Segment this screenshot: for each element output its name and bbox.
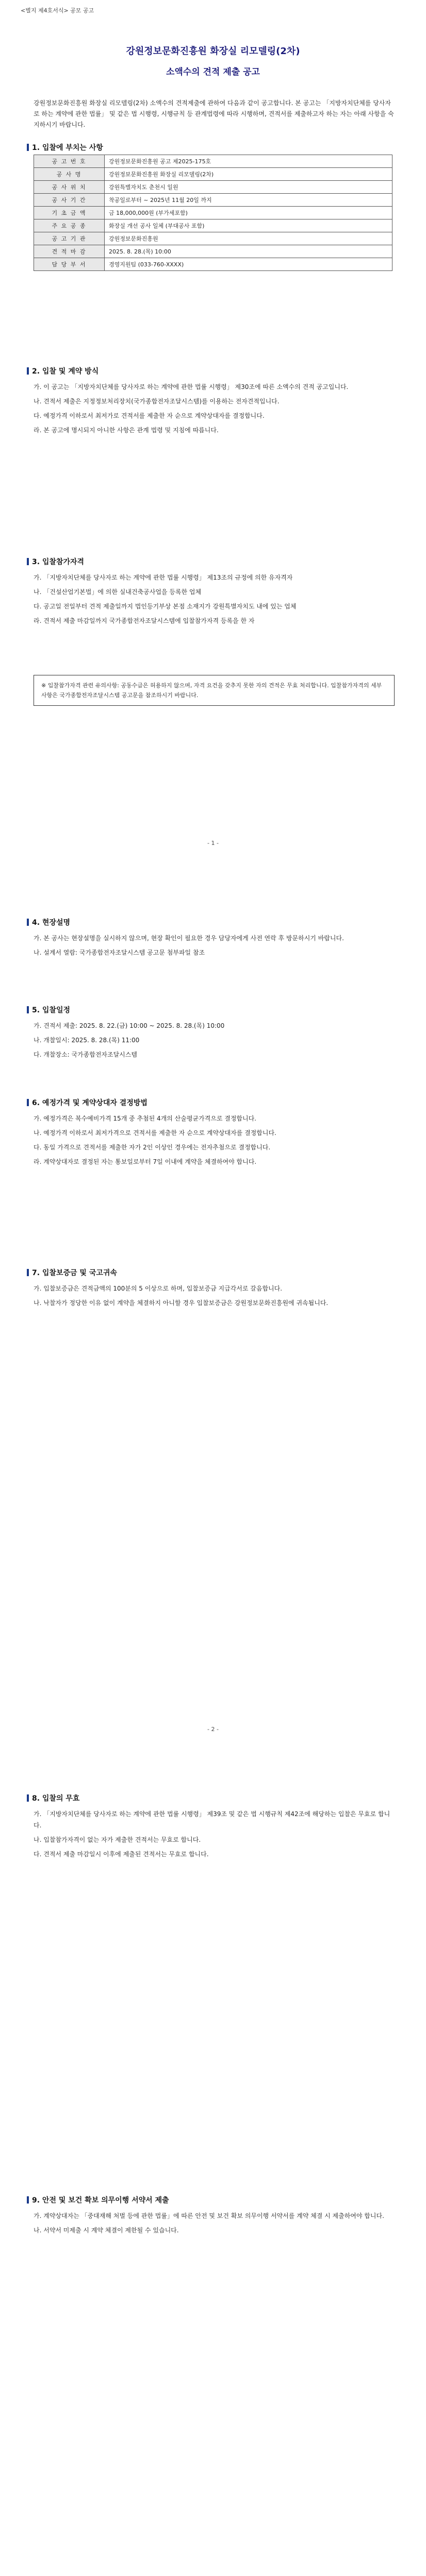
table-key-cell: 담 당 부 서 xyxy=(34,258,105,271)
section-9-title: 9. 안전 및 보건 확보 의무이행 서약서 제출 xyxy=(27,2195,169,2205)
table-value-cell: 강원특별자치도 춘천시 일원 xyxy=(105,181,392,194)
table-row xyxy=(34,232,392,245)
table-key-cell: 공 사 위 치 xyxy=(34,181,105,194)
section-6-title: 6. 예정가격 및 계약상대자 결정방법 xyxy=(27,1097,148,1108)
bullet-bar-icon xyxy=(27,1269,29,1276)
list-item: 나. 낙찰자가 정당한 이유 없이 계약을 체결하지 아니할 경우 입찰보증금은 강원정보문화진흥원에 귀속됩니다. xyxy=(34,1299,329,1307)
table-key-cell: 공 고 번 호 xyxy=(34,155,105,168)
list-item: 가. 「지방자치단체를 당사자로 하는 계약에 관한 법률 시행령」 제39조 및 같은 법 시행규칙 제42조에 해당하는 입찰은 무효로 합니다. xyxy=(34,1810,390,1829)
header-note: <별지 제4호서식> 공모 공고 xyxy=(21,7,94,14)
list-item: 나. 「건설산업기본법」에 의한 실내건축공사업을 등록한 업체 xyxy=(34,588,202,596)
list-item: 다. 동일 가격으로 견적서를 제출한 자가 2인 이상인 경우에는 전자추첨으로 결정합니다. xyxy=(34,1144,271,1151)
notice-box: ※ 입찰참가자격 관련 유의사항: 공동수급은 허용하지 않으며, 자격 요건을 갖추지 못한 자의 견적은 무효 처리합니다. 입찰참가자격의 세부 사항은 국가종합전자조달시스템 공고문을 참조하시기 바랍니다. xyxy=(34,675,395,706)
table-key-cell: 공 사 기 간 xyxy=(34,194,105,207)
table-row xyxy=(34,207,392,219)
page-number: - 1 - xyxy=(207,840,219,846)
bullet-bar-icon xyxy=(27,1794,29,1802)
list-item: 라. 계약상대자로 결정된 자는 통보일로부터 7일 이내에 계약을 체결하여야 합니다. xyxy=(34,1158,257,1165)
table-row xyxy=(34,194,392,207)
list-item: 가. 예정가격은 복수예비가격 15개 중 추첨된 4개의 산술평균가격으로 결정합니다. xyxy=(34,1115,256,1122)
table-key-cell: 공 사 명 xyxy=(34,168,105,181)
table-value-cell: 금 18,000,000원 (부가세포함) xyxy=(105,207,392,219)
bullet-bar-icon xyxy=(27,1006,29,1013)
section-7-body xyxy=(34,1283,395,1312)
list-item: 다. 예정가격 이하로서 최저가로 견적서를 제출한 자 순으로 계약상대자를 결정합니다. xyxy=(34,412,265,419)
title-block xyxy=(0,44,426,77)
table-value-cell: 강원정보문화진흥원 xyxy=(105,232,392,245)
page-number: - 2 - xyxy=(207,1726,219,1733)
bullet-bar-icon xyxy=(27,2196,29,2204)
table-key-cell: 견 적 마 감 xyxy=(34,245,105,258)
section-6-body xyxy=(34,1113,395,1171)
table-key-cell: 기 초 금 액 xyxy=(34,207,105,219)
table-value-cell: 착공일로부터 ~ 2025년 11월 20일 까지 xyxy=(105,194,392,207)
list-item: 나. 서약서 미제출 시 계약 체결이 제한될 수 있습니다. xyxy=(34,2227,179,2234)
list-item: 다. 견적서 제출 마감일시 이후에 제출된 견적서는 무효로 합니다. xyxy=(34,1851,209,1858)
list-item: 나. 개찰일시: 2025. 8. 28.(목) 11:00 xyxy=(34,1037,140,1044)
table-value-cell: 경영지원팀 (033-760-XXXX) xyxy=(105,258,392,271)
section-5-body xyxy=(34,1020,395,1063)
page-subtitle: 소액수의 견적 제출 공고 xyxy=(166,67,260,77)
table-row xyxy=(34,219,392,232)
list-item: 나. 견적서 제출은 지정정보처리장치(국가종합전자조달시스템)를 이용하는 전자견적입니다. xyxy=(34,398,280,405)
section-3-body xyxy=(34,572,395,630)
section-7-title: 7. 입찰보증금 및 국고귀속 xyxy=(27,1267,117,1278)
table-row xyxy=(34,258,392,271)
table-row xyxy=(34,168,392,181)
table-key-cell: 주 요 공 종 xyxy=(34,219,105,232)
list-item: 나. 입찰참가자격이 없는 자가 제출한 견적서는 무효로 합니다. xyxy=(34,1836,201,1843)
table-key-cell: 공 고 기 관 xyxy=(34,232,105,245)
bullet-bar-icon xyxy=(27,919,29,926)
info-table xyxy=(34,155,392,271)
list-item: 다. 개찰장소: 국가종합전자조달시스템 xyxy=(34,1051,137,1058)
section-9-body xyxy=(34,2210,395,2239)
list-item: 가. 「지방자치단체를 당사자로 하는 계약에 관한 법률 시행령」 제13조의 규정에 의한 유자격자 xyxy=(34,574,293,581)
table-value-cell: 2025. 8. 28.(목) 10:00 xyxy=(105,245,392,258)
list-item: 라. 견적서 제출 마감일까지 국가종합전자조달시스템에 입찰참가자격 등록을 한 자 xyxy=(34,617,255,624)
section-2-body xyxy=(34,381,395,439)
list-item: 나. 설계서 열람: 국가종합전자조달시스템 공고문 첨부파일 참조 xyxy=(34,949,205,956)
table-value-cell: 강원정보문화진흥원 공고 제2025-175호 xyxy=(105,155,392,168)
bullet-bar-icon xyxy=(27,144,29,151)
section-4-title: 4. 현장설명 xyxy=(27,917,70,927)
intro-text: 강원정보문화진흥원 화장실 리모델링(2차) 소액수의 견적제출에 관하여 다음과 같이 공고합니다. 본 공고는 「지방자치단체를 당사자로 하는 계약에 관한 법률」 및 같은 법 시행령, 시행규칙 등 관계법령에 따라 시행하며, 견적서를 제출하고자 하는 자는 아래 사항을 숙지하시기 바랍니다. xyxy=(34,99,394,128)
section-5-title: 5. 입찰일정 xyxy=(27,1005,70,1015)
section-1-title: 1. 입찰에 부치는 사항 xyxy=(27,142,103,152)
table-value-cell: 강원정보문화진흥원 화장실 리모델링(2차) xyxy=(105,168,392,181)
page-title: 강원정보문화진흥원 화장실 리모델링(2차) xyxy=(126,46,300,57)
table-value-cell: 화장실 개선 공사 일체 (부대공사 포함) xyxy=(105,219,392,232)
list-item: 가. 이 공고는 「지방자치단체를 당사자로 하는 계약에 관한 법률 시행령」 제30조에 따른 소액수의 견적 공고입니다. xyxy=(34,383,349,391)
bullet-bar-icon xyxy=(27,1099,29,1106)
list-item: 가. 입찰보증금은 견적금액의 100분의 5 이상으로 하며, 입찰보증금 지급각서로 갈음합니다. xyxy=(34,1285,283,1292)
section-2-title: 2. 입찰 및 계약 방식 xyxy=(27,366,99,376)
section-8-body xyxy=(34,1808,395,1863)
bullet-bar-icon xyxy=(27,558,29,565)
info-table-body xyxy=(34,155,392,271)
list-item: 라. 본 공고에 명시되지 아니한 사항은 관계 법령 및 지침에 따릅니다. xyxy=(34,427,219,434)
bullet-bar-icon xyxy=(27,367,29,375)
list-item: 가. 견적서 제출: 2025. 8. 22.(금) 10:00 ~ 2025. 8. 28.(목) 10:00 xyxy=(34,1022,225,1029)
table-row xyxy=(34,245,392,258)
table-row xyxy=(34,155,392,168)
list-item: 가. 계약상대자는 「중대재해 처벌 등에 관한 법률」에 따른 안전 및 보건 확보 의무이행 서약서를 계약 체결 시 제출하여야 합니다. xyxy=(34,2212,384,2219)
list-item: 가. 본 공사는 현장설명을 실시하지 않으며, 현장 확인이 필요한 경우 담당자에게 사전 연락 후 방문하시기 바랍니다. xyxy=(34,935,344,942)
section-8-title: 8. 입찰의 무효 xyxy=(27,1793,79,1803)
list-item: 나. 예정가격 이하로서 최저가격으로 견적서를 제출한 자 순으로 계약상대자를 결정합니다. xyxy=(34,1129,276,1137)
section-4-body xyxy=(34,933,395,961)
table-row xyxy=(34,181,392,194)
section-3-title: 3. 입찰참가자격 xyxy=(27,556,84,567)
list-item: 다. 공고일 전일부터 견적 제출일까지 법인등기부상 본점 소재지가 강원특별자치도 내에 있는 업체 xyxy=(34,603,297,610)
